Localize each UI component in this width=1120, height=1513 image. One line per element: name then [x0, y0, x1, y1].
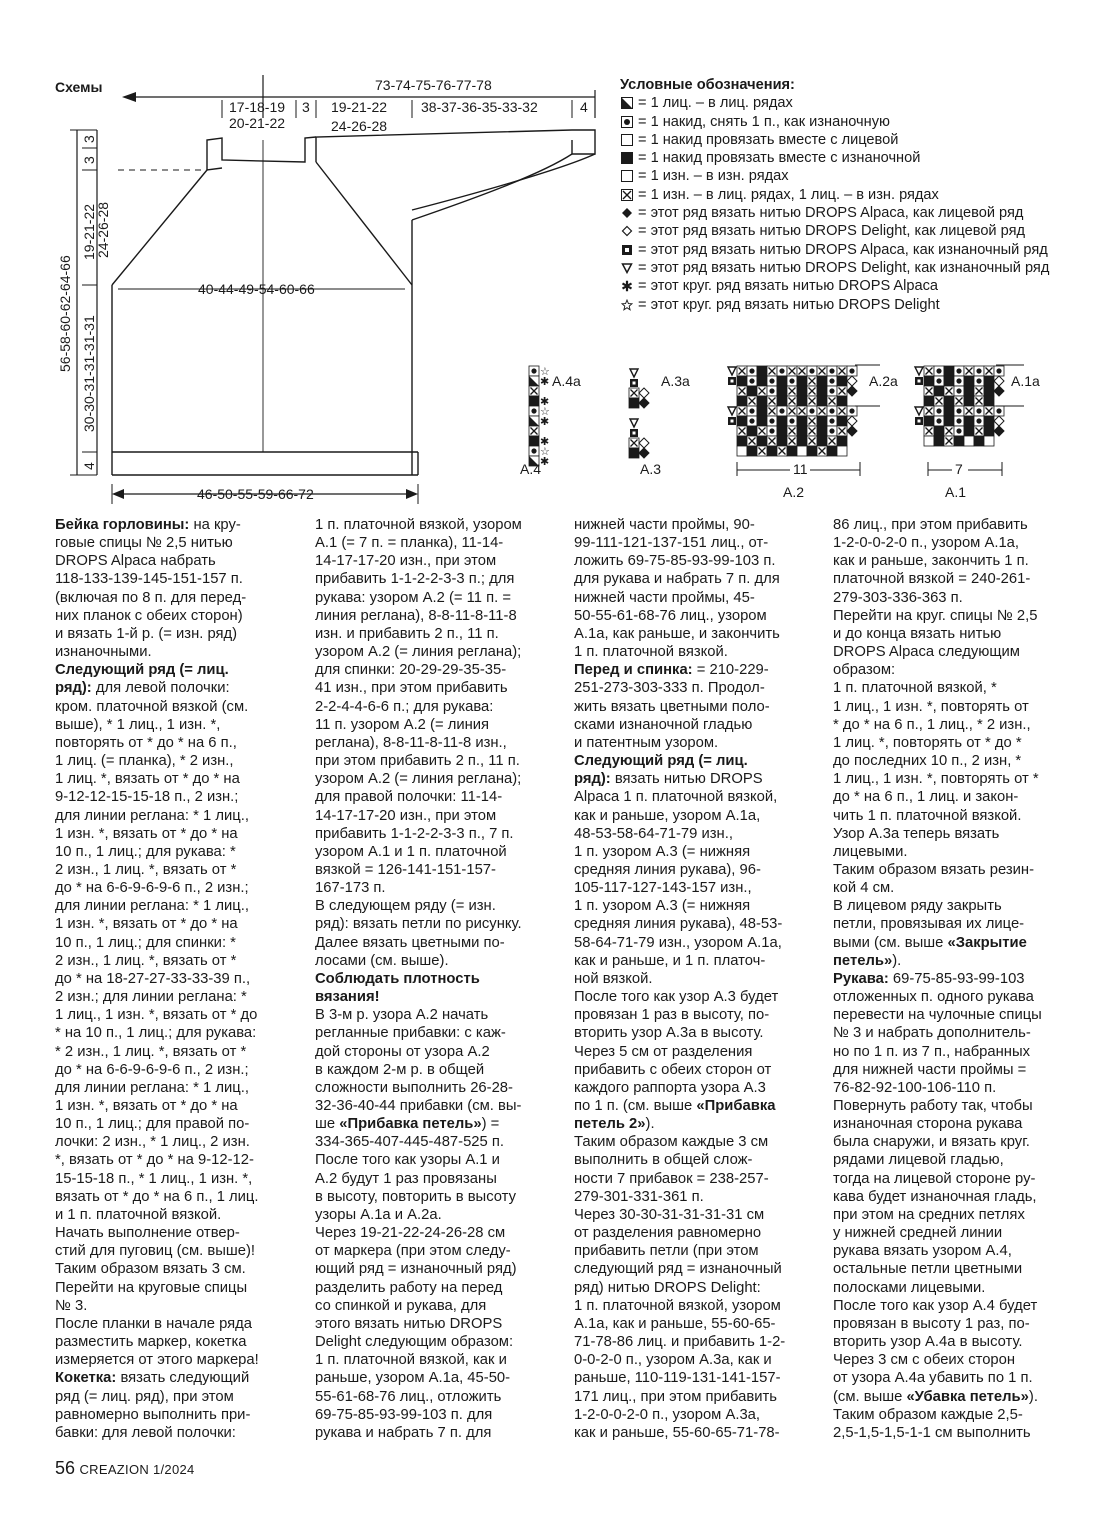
svg-text:✱: ✱	[540, 396, 550, 408]
body-text: для левой полочки: кром. платочной вязкой (см. выше), * 1 лиц., 1 изн. *, повторять от * до * на 6 п., 1 лиц. (= планка), * 2 изн., 1 лиц. *, вязать от * до * на 9-12-12-15-15-18 п., 2 изн.; для линии реглана: * 1 лиц., 1 изн. *, вязать от * до * на 10 п., 1 лиц.; для рукава: * 2 изн., 1 лиц. *, вязать от * до * на 6-6-9-6-9-6 п., 2 изн.; для линии реглана: * 1 лиц., 1 изн. *, вязать от * до * на 10 п., 1 лиц.; для спинки: * 2 изн., 1 лиц. *, вязать от * до * на 18-27-27-33-33-39 п., 2 изн.; для линии реглана: * 1 лиц., 1 изн. *, вязать от * до * на 10 п., 1 лиц.; для рукава: * 2 изн., 1 лиц. *, вязать от * до * на 6-6-9-6-9-6 п., 2 изн.; для линии реглана: * 1 лиц., 1 изн. *, вязать от * до * на 10 п., 1 лиц.; для правой по- лочки: 2 изн., * 1 лиц., 2 изн. *, вязать от * до * на 9-12-12- 15-15-18 п., * 1 лиц., 1 изн. *, вязать от * до * на 6 п., 1 лиц. и 1 п. платочной вязкой. Начать выполнение отвер- стий для пуговиц (см. выше)! Таким образом вязать 3 см. Перейти на круговые спицы № 3. После планки в начале ряда разместить маркер, кокетка измеряется от этого маркера!	[55, 680, 259, 1369]
legend-item-text: = этот ряд вязать нитью DROPS Alpaca, как лицевой ряд	[638, 205, 1024, 222]
svg-text:✱: ✱	[540, 436, 550, 448]
legend-item-text: = 1 накид провязать вместе с изнаночной	[638, 150, 921, 167]
section-heading: Соблюдать плотность вязания!	[315, 970, 480, 1006]
chart-a4	[529, 366, 550, 468]
legend-item	[620, 259, 1090, 277]
chart-label-a1: A.1	[945, 484, 967, 500]
chart-a1	[915, 366, 1004, 446]
svg-text:✱: ✱	[540, 376, 550, 388]
sleeve-width-label: 38-37-36-35-33-32	[421, 99, 538, 115]
chart-label-a4: A.4	[520, 461, 542, 477]
total-length-label: 56-58-60-62-64-66	[57, 255, 73, 372]
square-dot-icon	[620, 241, 634, 259]
chart-label-a2: A.2	[783, 484, 805, 500]
filled-star-icon	[620, 277, 634, 295]
legend-title: Условные обозначения:	[620, 77, 795, 93]
neck-label-a: 17-18-19	[229, 99, 286, 115]
legend-item-text: = этот круг. ряд вязать нитью DROPS Alpaca	[638, 278, 939, 295]
legend-item-text: = 1 лиц. – в лиц. рядах	[638, 95, 793, 112]
neck-label-b: 20-21-22	[229, 115, 286, 131]
legend-item-text: = 1 изн. – в изн. рядах	[638, 168, 789, 185]
band-length-label: 4	[81, 462, 97, 470]
section-heading: Следующий ряд (= лиц. ряд):	[55, 662, 229, 697]
section-heading: Бейка горловины:	[55, 517, 190, 533]
chart-label-a3: A.3	[640, 461, 662, 477]
repeat-a1: 7	[955, 461, 963, 477]
page-number: 56	[55, 1458, 76, 1478]
top-3b-label: 3	[81, 156, 97, 164]
legend-item-text: = 1 изн. – в лиц. рядах, 1 лиц. – в изн. рядах	[638, 186, 939, 203]
chart-label-a1a: A.1a	[1011, 373, 1040, 389]
cross-square-icon	[620, 186, 634, 204]
legend-item	[620, 204, 1090, 222]
yoke-length-a: 19-21-22	[81, 203, 97, 260]
body-text: В 3-м р. узора A.2 начать регланные прибавки: с каж- дой стороны от узора A.2 в каждом 2-м р. в общей сложности выполнить 26-28- 32-36-40-44 прибавки (см. вы- ше	[315, 1007, 522, 1133]
section-heading: Перед и спинка:	[574, 662, 693, 679]
text-column-2	[315, 516, 565, 1442]
gap-label: 3	[302, 99, 310, 115]
body-text: на кру- говые спицы № 2,5 нитью DROPS Alpaca набрать 118-133-139-145-151-157 п. (включая по 8 п. для перед- них планок с обеих сторон) и вязать 1-й р. (= изн. ряд) изнаночными.	[55, 517, 247, 661]
diag-square-icon	[620, 94, 634, 112]
raglan-label-a: 19-21-22	[331, 99, 388, 115]
body-text: 69-75-85-93-99-103 отложенных п. одного рукава перевести на чулочные спицы № 3 и набрать дополнитель- но по 1 п. из 7 п., набранных для нижней части проймы = 76-82-92-100-106-110 п. Повернуть работу так, чтобы изнаночная сторона рукава была снаружи, и вязать круг. рядами лицевой гладью, тогда на лицевой стороне ру- кава будет изнаночная гладь, при этом на средних петлях у нижней средней линии рукава вязать узором A.4, остальные петли цветными полосками лицевыми. После того как узор A.4 будет провязан в высоту 1 раз, по- вторить узор A.4a в высоту. Через 3 см с обеих сторон от узора A.4a убавить по 1 п. (см. выше	[833, 970, 1042, 1405]
legend-item	[620, 131, 1090, 149]
section-heading: «Прибавка петель 2»	[574, 1098, 776, 1133]
legend-item-text: = этот ряд вязать нитью DROPS Alpaca, как изнаночный ряд	[638, 241, 1048, 258]
legend-item	[620, 222, 1090, 240]
legend-item	[620, 296, 1090, 314]
section-heading: «Убавка петель»	[906, 1388, 1029, 1405]
magazine-issue: CREAZION 1/2024	[79, 1462, 195, 1477]
yoke-length-b: 24-26-28	[95, 201, 111, 258]
section-heading: «Закрытие петель»	[833, 934, 1027, 969]
body-text: ).	[892, 952, 902, 969]
section-heading: Рукава:	[833, 970, 889, 987]
triangle-down-icon	[620, 259, 634, 277]
legend-item	[620, 94, 1090, 112]
schematic-title: Схемы	[55, 79, 103, 95]
chart-a3	[629, 369, 649, 458]
body-text: нижней части проймы, 90- 99-111-121-137-151 лиц., от- ложить 69-75-85-93-99-103 п. для рукава и набрать 7 п. для нижней части проймы, 45- 50-55-61-68-76 лиц., узором A.1a, как раньше, и закончить 1 п. платочной вязкой.	[574, 517, 780, 661]
chest-width-label: 40-44-49-54-60-66	[198, 281, 315, 297]
body-text: ). Таким образом каждые 2,5- 2,5-1,5-1,5-1-1 см выполнить	[833, 1388, 1038, 1441]
section-heading: Кокетка:	[55, 1370, 117, 1387]
legend	[620, 76, 1090, 314]
top-3a-label: 3	[81, 135, 97, 143]
legend-item-text: = этот ряд вязать нитью DROPS Delight, как изнаночный ряд	[638, 259, 1050, 276]
legend-item	[620, 113, 1090, 131]
chart-label-a3a: A.3a	[661, 373, 690, 389]
body-text: ). Таким образом каждые 3 см выполнить в общей слож- ности 7 прибавок = 238-257- 279-301-331-361 п. Через 30-30-31-31-31-31 см от разделения равномерно прибавить петли (при этом следующий ряд = изнаночный ряд) нитью DROPS Delight: 1 п. платочной вязкой, узором A.1a, как и раньше, 55-60-65- 71-78-86 лиц. и прибавить 1-2- 0-0-2-0 п., узором A.3a, как и раньше, 110-119-131-141-157- 171 лиц., при этом прибавить 1-2-0-0-2-0 п., узором A.3a, как и раньше, 55-60-65-71-78-	[574, 1116, 786, 1441]
legend-item-text: = этот круг. ряд вязать нитью DROPS Delight	[638, 296, 940, 313]
page-footer	[55, 1458, 195, 1479]
dot-square-icon	[620, 113, 634, 131]
section-heading: «Прибавка петель»	[339, 1116, 482, 1133]
text-column-1	[55, 516, 295, 1442]
text-column-3	[574, 516, 824, 1442]
legend-item	[620, 167, 1090, 185]
section-heading: Следующий ряд (= лиц. ряд):	[574, 753, 748, 788]
legend-item	[620, 277, 1090, 295]
cuff-label: 4	[580, 99, 588, 115]
filled-diamond-icon	[620, 204, 634, 222]
body-text: вязать нитью DROPS Alpaca 1 п. платочной вязкой, как и раньше, узором A.1a, 48-53-58-64-71-79 изн., 1 п. узором A.3 (= нижняя средняя линия рукава), 96- 105-117-127-143-157 изн., 1 п. узором A.3 (= нижняя средняя линия рукава), 48-53- 58-64-71-79 изн., узором A.1a, как и раньше, и 1 п. платоч- ной вязкой. После того как узор A.3 будет провязан 1 раз в высоту, по- вторить узор A.3a в высоту. Через 5 см от разделения прибавить с обеих сторон от каждого раппорта узора A.3 по 1 п. (см. выше	[574, 771, 783, 1114]
empty-diamond-icon	[620, 222, 634, 240]
svg-text:☆: ☆	[540, 406, 550, 418]
legend-item	[620, 186, 1090, 204]
text-column-4	[833, 516, 1083, 1442]
chart-a2	[728, 366, 857, 456]
svg-text:☆: ☆	[540, 366, 550, 378]
body-text: 1 п. платочной вязкой, узором A.1 (= 7 п. = планка), 11-14- 14-17-17-20 изн., при этом прибавить 1-1-2-2-3-3 п.; для рукава: узором A.2 (= 11 п. = линия реглана), 8-8-11-8-11-8 изн. и прибавить 2 п., 11 п. узором A.2 (= линия реглана); для спинки: 20-29-29-35-35- 41 изн., при этом прибавить 2-2-4-4-6-6 п.; для рукава: 11 п. узором A.2 (= линия реглана), 8-8-11-8-11-8 изн., при этом прибавить 2 п., 11 п. узором A.2 (= линия реглана); для правой полочки: 11-14- 14-17-17-20 изн., при этом прибавить 1-1-2-2-3-3 п., 7 п. узором A.1 и 1 п. платочной вязкой = 126-141-151-157- 167-173 п. В следующем ряду (= изн. ряд): вязать петли по рисунку. Далее вязать цветными по- лосами (см. выше).	[315, 517, 522, 969]
body-text: 86 лиц., при этом прибавить 1-2-0-0-2-0 п., узором A.1a, как и раньше, закончить 1 п. платочной вязкой = 240-261- 279-303-336-363 п. Перейти на круг. спицы № 2,5 и до конца вязать нитью DROPS Alpaca следующим образом: 1 п. платочной вязкой, * 1 лиц., 1 изн. *, повторять от * до * на 6 п., 1 лиц., * 2 изн., 1 лиц. *, повторять от * до * до последних 10 п., 2 изн, * 1 лиц., 1 изн. *, повторять от * до * на 6 п., 1 лиц. и закон- чить 1 п. платочной вязкой. Узор A.3a теперь вязать лицевыми. Таким образом вязать резин- кой 4 см. В лицевом ряду закрыть петли, провязывая их лице- выми (см. выше	[833, 517, 1039, 951]
hem-width-label: 46-50-55-59-66-72	[197, 486, 314, 502]
body-length-label: 30-30-31-31-31-31	[81, 315, 97, 432]
body-text: вязать следующий ряд (= лиц. ряд), при этом равномерно выполнить при- бавки: для левой полочки:	[55, 1370, 251, 1441]
legend-item	[620, 241, 1090, 259]
legend-item	[620, 149, 1090, 167]
body-text: = 210-229- 251-273-303-333 п. Продол- жить вязать цветными поло- сками изнаночной гладью и патентным узором.	[574, 662, 770, 751]
svg-text:☆: ☆	[540, 446, 550, 458]
raglan-label-b: 24-26-28	[331, 118, 388, 134]
chart-label-a2a: A.2a	[869, 373, 898, 389]
empty-square-icon	[620, 131, 634, 149]
empty-star-icon	[620, 296, 634, 314]
filled-square-icon	[620, 149, 634, 167]
top-width-label: 73-74-75-76-77-78	[375, 77, 492, 93]
legend-item-text: = 1 накид провязать вместе с лицевой	[638, 131, 899, 148]
empty-square-icon	[620, 167, 634, 185]
body-text: ) = 334-365-407-445-487-525 п. После того как узоры A.1 и A.2 будут 1 раз провязаны в высоту, повторить в высоту узоры A.1a и A.2a. Через 19-21-22-24-26-28 см от маркера (при этом следу- ющий ряд = изнаночный ряд) разделить работу на перед со спинкой и рукава, для этого вязать нитью DROPS Delight следующим образом: 1 п. платочной вязкой, как и раньше, узором A.1a, 45-50- 55-61-68-76 лиц., отложить 69-75-85-93-99-103 п. для рукава и набрать 7 п. для	[315, 1116, 517, 1441]
repeat-a2: 11	[793, 461, 808, 477]
svg-text:✱: ✱	[540, 416, 550, 428]
legend-item-text: = 1 накид, снять 1 п., как изнаночную	[638, 113, 890, 130]
chart-label-a4a: A.4a	[552, 373, 581, 389]
legend-item-text: = этот ряд вязать нитью DROPS Delight, как лицевой ряд	[638, 223, 1026, 240]
svg-text:✱: ✱	[540, 456, 550, 468]
